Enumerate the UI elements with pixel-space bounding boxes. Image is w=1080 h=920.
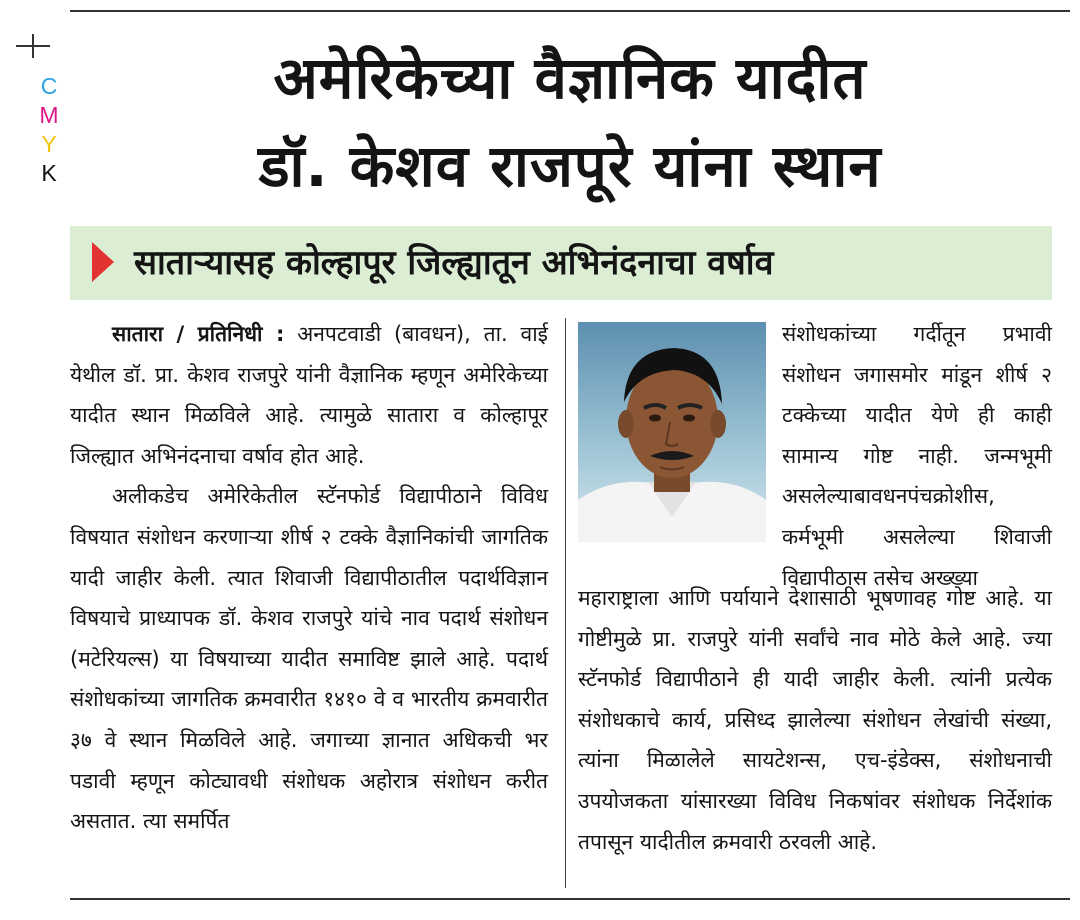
article-column-right-bottom: [578, 578, 1052, 862]
red-arrow-icon: [92, 242, 114, 282]
paragraph-3-top: संशोधकांच्या गर्दीतून प्रभावी संशोधन जगासमोर मांडून शीर्ष २ टक्केच्या यादीत येणे ही काही सामान्य गोष्ट नाही. जन्मभूमी असलेल्याबावधनपंचक्रोशीस, कर्मभूमी असलेल्या शिवाजी विद्यापीठास तसेच अख्ख्या: [782, 322, 1052, 590]
dateline: सातारा / प्रतिनिधी :: [112, 322, 285, 346]
portrait-illustration: [578, 322, 766, 542]
cmyk-color-bar: [36, 72, 62, 188]
paragraph-3-bottom: महाराष्ट्राला आणि पर्यायाने देशासाठी भूषणावह गोष्ट आहे. या गोष्टीमुळे प्रा. राजपुरे यांनी सर्वांचे नाव मोठे केले आहे. ज्या स्टॅनफोर्ड विद्यापीठाने ही यादी जाहीर केली. त्यांनी प्रत्येक संशोधकाचे कार्य, प्रसिध्द झालेल्या संशोधन लेखांची संख्या, त्यांना मिळालेले सायटेशन्स, एच-इंडेक्स, संशोधनाची उपयोजकता यांसारख्या विविध निकषांवर संशोधक निर्देशांक तपासून यादीतील क्रमवारी ठरवली आहे.: [578, 586, 1052, 854]
top-rule: [70, 10, 1070, 12]
paragraph-1-text: अनपटवाडी (बावधन), ता. वाई येथील डॉ. प्रा. केशव राजपुरे यांनी वैज्ञानिक म्हणून अमेरिकेच्या यादीत स्थान मिळविले आहे. त्यामुळे सातारा व कोल्हापूर जिल्ह्यात अभिनंदनाचा वर्षाव होत आहे.: [70, 322, 548, 468]
subheadline: साताऱ्यासह कोल्हापूर जिल्ह्यातून अभिनंदनाचा वर्षाव: [134, 243, 774, 283]
paragraph-2: अलीकडेच अमेरिकेतील स्टॅनफोर्ड विद्यापीठाने विविध विषयात संशोधन करणाऱ्या शीर्ष २ टक्के वैज्ञानिकांची जागतिक यादी जाहीर केली. त्यात शिवाजी विद्यापीठातील पदार्थविज्ञान विषयाचे प्राध्यापक डॉ. केशव राजपुरे यांचे नाव पदार्थ संशोधन (मटेरियल्स) या विषयाच्या यादीत समाविष्ट झाले आहे. पदार्थ संशोधकांच्या जागतिक क्रमवारीत १४१० वे व भारतीय क्रमवारीत ३७ वे स्थान मिळविले आहे. जगाच्या ज्ञानात अधिकची भर पडावी म्हणून कोट्यावधी संशोधक अहोरात्र संशोधन करीत असतात. त्या समर्पित: [70, 484, 548, 834]
article-column-left: [70, 314, 548, 842]
cmyk-c: C: [40, 73, 58, 99]
article-column-right-top: [782, 314, 1052, 598]
cmyk-y: Y: [41, 131, 57, 157]
headline-line-2: डॉ. केशव राजपूरे यांना स्थान: [258, 132, 882, 200]
registration-crosshair-icon: [16, 34, 50, 58]
cmyk-m: M: [39, 102, 59, 128]
headline-line-1: अमेरिकेच्या वैज्ञानिक यादीत: [273, 44, 867, 112]
subheadline-bar: [70, 226, 1052, 300]
author-photo: [578, 322, 766, 542]
column-divider: [565, 318, 566, 888]
headline: [70, 34, 1070, 210]
bottom-rule: [70, 898, 1070, 900]
cmyk-k: K: [41, 160, 57, 186]
paragraph-1: [70, 314, 548, 476]
